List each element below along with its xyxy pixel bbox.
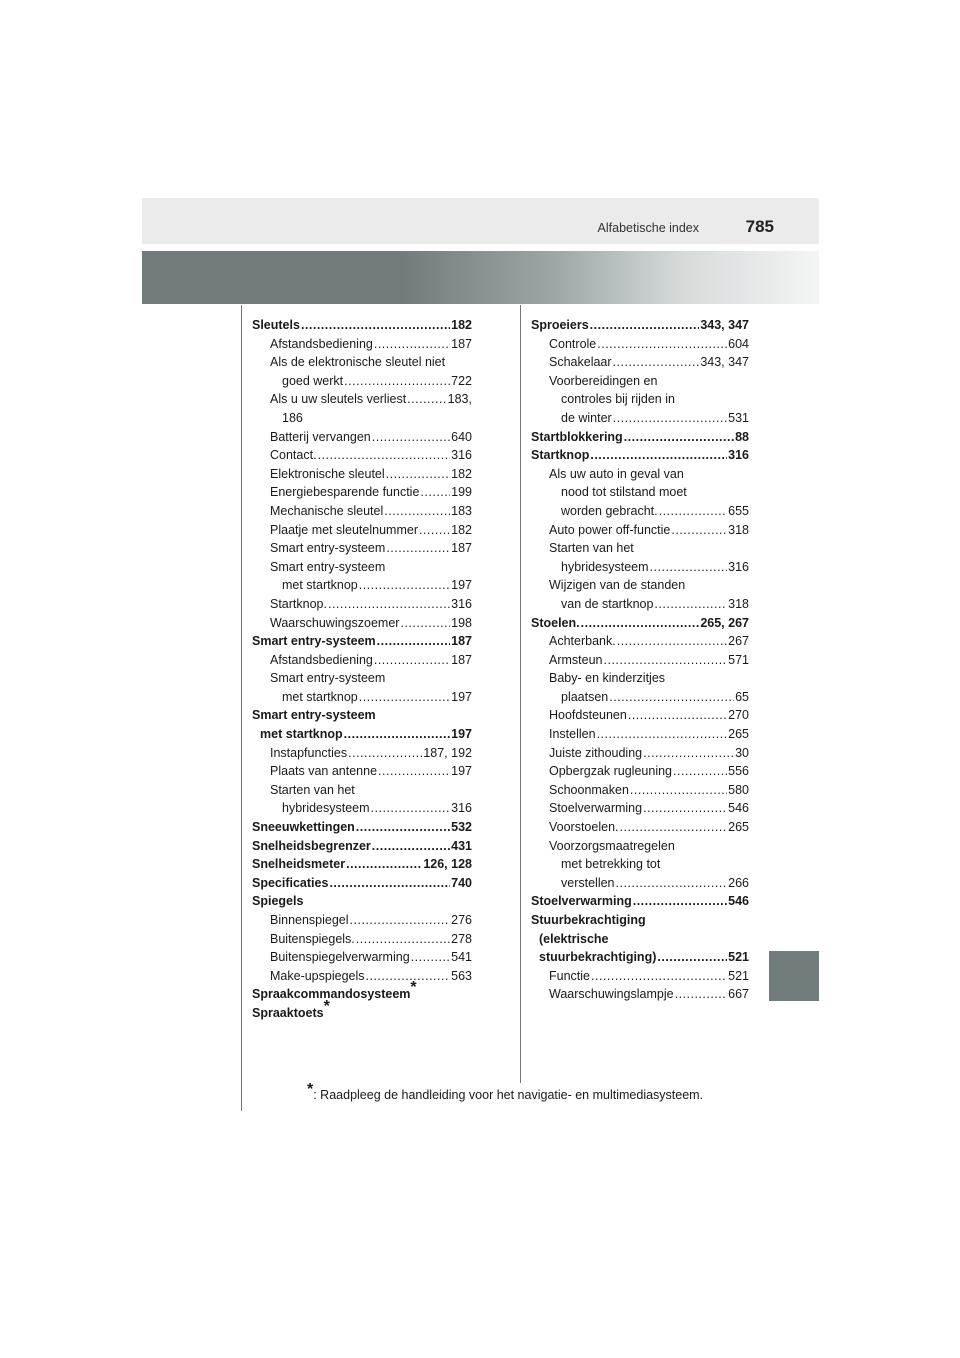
page-reference: 318 <box>728 522 749 537</box>
dot-leader <box>400 614 450 633</box>
dot-leader <box>673 762 727 781</box>
page-reference: 267 <box>728 634 749 649</box>
dot-leader <box>597 335 727 354</box>
dot-leader <box>359 576 450 595</box>
entry-term: Stoelverwarming <box>549 801 643 816</box>
dot-leader <box>356 930 450 949</box>
index-entry <box>252 632 472 651</box>
dot-leader <box>604 651 728 670</box>
section-title: Alfabetische index <box>597 221 699 235</box>
index-entry <box>531 967 749 986</box>
dot-leader <box>590 316 700 335</box>
entry-term: Batterij vervangen <box>270 429 371 444</box>
index-entry <box>252 799 472 818</box>
entry-term: Afstandsbediening <box>270 336 373 351</box>
index-entry <box>252 669 472 688</box>
index-entry <box>531 632 749 651</box>
index-entry <box>531 911 749 930</box>
entry-term: Plaatje met sleutelnummer <box>270 522 418 537</box>
dot-leader <box>609 688 734 707</box>
dot-leader <box>650 558 728 577</box>
page-reference: 182 <box>451 522 472 537</box>
entry-term: met startknop <box>282 578 358 593</box>
index-entry <box>531 688 749 707</box>
dot-leader <box>372 837 450 856</box>
index-entry <box>531 390 749 409</box>
entry-term: Smart entry-systeem <box>270 541 386 556</box>
dot-leader <box>301 316 450 335</box>
dot-leader <box>371 799 451 818</box>
index-entry <box>531 335 749 354</box>
entry-term: Hoofdsteunen <box>549 708 627 723</box>
page-reference: 182 <box>451 466 472 481</box>
page-reference: 187 <box>451 652 472 667</box>
entry-term: Schoonmaken <box>549 782 629 797</box>
page-reference: 316 <box>451 596 472 611</box>
index-entry <box>531 799 749 818</box>
index-entry <box>252 762 472 781</box>
entry-term: goed werkt <box>282 373 344 388</box>
entry-term: van de startknop <box>561 596 654 611</box>
dot-leader <box>590 446 727 465</box>
page-reference: 126, 128 <box>423 857 472 872</box>
dot-leader <box>344 372 450 391</box>
page-reference: 563 <box>451 968 472 983</box>
entry-term: Opbergzak rugleuning <box>549 764 672 779</box>
page-reference: 521 <box>728 950 749 965</box>
index-entry <box>531 818 749 837</box>
entry-term: Schakelaar <box>549 355 612 370</box>
dot-leader <box>372 428 450 447</box>
entry-term: Als de elektronische sleutel niet <box>270 355 446 370</box>
dot-leader <box>675 985 728 1004</box>
footnote-star: * <box>307 1081 314 1098</box>
entry-term: Startblokkering <box>531 429 623 444</box>
entry-term: Instellen <box>549 727 596 742</box>
index-entry <box>252 372 472 391</box>
dot-leader <box>620 818 728 837</box>
index-entry <box>252 706 472 725</box>
dot-leader <box>617 632 727 651</box>
dot-leader <box>657 948 727 967</box>
page-reference: 640 <box>451 429 472 444</box>
entry-term: hybridesysteem <box>561 559 649 574</box>
entry-term: Sneeuwkettingen <box>252 820 355 835</box>
page-reference: 198 <box>451 615 472 630</box>
dot-leader <box>318 446 451 465</box>
index-entry <box>531 539 749 558</box>
index-entry <box>252 651 472 670</box>
footnote-text: : Raadpleeg de handleiding voor het navigatie- en multimediasysteem. <box>313 1088 704 1102</box>
dot-leader <box>386 465 450 484</box>
entry-term: verstellen <box>561 875 615 890</box>
header-gradient-band <box>142 251 819 304</box>
entry-term: Achterbank. <box>549 634 616 649</box>
dot-leader <box>356 818 450 837</box>
page-reference: 532 <box>451 820 472 835</box>
entry-term: Energiebesparende functie <box>270 485 420 500</box>
index-entry <box>531 706 749 725</box>
index-entry <box>252 502 472 521</box>
entry-term: Auto power off-functie <box>549 522 671 537</box>
dot-leader <box>643 744 734 763</box>
entry-term: controles bij rijden in <box>561 392 675 407</box>
entry-term: Voorbereidingen en <box>549 373 658 388</box>
page-reference: 580 <box>728 782 749 797</box>
entry-term: Smart entry-systeem <box>252 634 376 649</box>
index-entry <box>252 539 472 558</box>
page-number: 785 <box>745 217 774 236</box>
index-entry <box>531 372 749 391</box>
page-reference: 531 <box>728 410 749 425</box>
page-reference: 183, <box>447 392 472 407</box>
page-reference: 187 <box>451 634 472 649</box>
page-header <box>142 198 819 244</box>
entry-term: Juiste zithouding <box>549 745 643 760</box>
dot-leader <box>624 428 734 447</box>
page-reference: 187 <box>451 336 472 351</box>
page-reference: 88 <box>735 429 749 444</box>
index-entry <box>531 725 749 744</box>
page-reference: 199 <box>451 485 472 500</box>
index-entry <box>252 837 472 856</box>
entry-term: Snelheidsbegrenzer <box>252 838 371 853</box>
dot-leader <box>386 539 450 558</box>
entry-term: Armsteun <box>549 652 603 667</box>
entry-term: Voorzorgsmaatregelen <box>549 838 675 853</box>
page-reference: 187 <box>451 541 472 556</box>
index-entry <box>252 744 472 763</box>
index-entry <box>252 446 472 465</box>
entry-term: Snelheidsmeter <box>252 857 346 872</box>
page-reference: 182 <box>451 318 472 332</box>
entry-term: Elektronische sleutel <box>270 466 385 481</box>
dot-leader <box>643 799 727 818</box>
dot-leader <box>654 595 727 614</box>
page-reference: 722 <box>451 373 472 388</box>
entry-term: Starten van het <box>549 541 634 556</box>
index-entry <box>252 614 472 633</box>
index-entry <box>531 669 749 688</box>
dot-leader <box>597 725 728 744</box>
page-reference: 316 <box>728 559 749 574</box>
index-entry <box>531 446 749 465</box>
dot-leader <box>411 948 450 967</box>
dot-leader <box>633 892 727 911</box>
page-reference: 197 <box>451 727 472 742</box>
page-reference: 318 <box>728 596 749 611</box>
dot-leader <box>344 725 450 744</box>
index-entry <box>252 855 472 874</box>
dot-leader <box>581 614 700 633</box>
entry-term: Startknop <box>531 448 590 463</box>
index-entry <box>252 911 472 930</box>
dot-leader <box>628 706 727 725</box>
dot-leader <box>419 521 450 540</box>
index-entry <box>252 874 472 893</box>
index-entry <box>252 967 472 986</box>
dot-leader <box>384 502 450 521</box>
footnote-marker: * <box>323 997 330 1015</box>
dot-leader <box>378 762 450 781</box>
page-reference: 270 <box>728 708 749 723</box>
entry-term: Als u uw sleutels verliest <box>270 392 407 407</box>
dot-leader <box>359 688 450 707</box>
page-reference: 667 <box>728 987 749 1002</box>
index-entry <box>252 997 472 1023</box>
dot-leader <box>659 502 728 521</box>
index-entry <box>252 892 472 911</box>
page-reference: 187, 192 <box>423 745 472 760</box>
page-reference: 278 <box>451 931 472 946</box>
entry-term: Buitenspiegelverwarming <box>270 950 410 965</box>
dot-leader <box>374 651 450 670</box>
page-reference: 266 <box>728 875 749 890</box>
index-entry <box>531 948 749 967</box>
dot-leader <box>630 781 727 800</box>
page-reference: 265 <box>728 820 749 835</box>
page-reference: 197 <box>451 689 472 704</box>
entry-term: Binnenspiegel <box>270 913 349 927</box>
dot-leader <box>377 632 450 651</box>
page-reference: 604 <box>728 336 749 351</box>
entry-term: (elektrische <box>539 931 609 946</box>
page-reference: 343, 347 <box>700 355 749 370</box>
page-reference: 197 <box>451 578 472 593</box>
entry-term: Mechanische sleutel <box>270 503 384 518</box>
page-reference: 740 <box>451 875 472 890</box>
page-reference: 556 <box>728 764 749 779</box>
index-entry <box>531 892 749 911</box>
entry-term: Starten van het <box>270 782 355 797</box>
index-column-left <box>252 316 472 1023</box>
index-entry <box>252 428 472 447</box>
entry-term: 186 <box>282 410 303 425</box>
index-entry <box>531 855 749 874</box>
column-divider <box>520 305 521 1083</box>
dot-leader <box>329 874 450 893</box>
index-entry <box>531 930 749 949</box>
entry-term: Controle <box>549 336 597 351</box>
index-entry <box>531 353 749 372</box>
dot-leader <box>616 874 728 893</box>
page-reference: 197 <box>451 764 472 779</box>
index-entry <box>252 725 472 744</box>
index-entry <box>531 985 749 1004</box>
page-reference: 276 <box>451 913 472 927</box>
entry-term: Make-upspiegels <box>270 968 365 983</box>
index-entry <box>252 390 472 409</box>
entry-term: stuurbekrachtiging) <box>539 950 657 965</box>
entry-term: de winter <box>561 410 612 425</box>
entry-term: Als uw auto in geval van <box>549 466 684 481</box>
index-entry <box>531 316 749 335</box>
entry-term: Afstandsbediening <box>270 652 373 667</box>
dot-leader <box>328 595 450 614</box>
index-entry <box>252 595 472 614</box>
chapter-tab <box>769 951 819 1001</box>
index-entry <box>531 651 749 670</box>
index-entry <box>531 762 749 781</box>
page-reference: 183 <box>451 503 472 518</box>
entry-term: Smart entry-systeem <box>252 708 376 723</box>
index-entry <box>252 930 472 949</box>
entry-term: Baby- en kinderzitjes <box>549 671 666 686</box>
index-entry <box>531 409 749 428</box>
index-entry <box>531 521 749 540</box>
entry-term: Plaats van antenne <box>270 764 378 779</box>
entry-term: worden gebracht. <box>561 503 658 518</box>
entry-term: Spraakcommandosysteem <box>252 987 411 1002</box>
page-reference: 546 <box>728 894 749 909</box>
page-reference: 546 <box>728 801 749 816</box>
page-reference: 265 <box>728 727 749 742</box>
footnote <box>307 1081 704 1104</box>
index-entry <box>531 874 749 893</box>
page-reference: 316 <box>451 801 472 816</box>
footnote-marker: * <box>410 979 417 997</box>
page-reference: 431 <box>451 838 472 853</box>
entry-term: Specificaties <box>252 875 329 890</box>
index-entry <box>531 781 749 800</box>
index-entry <box>252 483 472 502</box>
index-entry <box>252 335 472 354</box>
entry-term: Spiegels <box>252 894 304 909</box>
entry-term: nood tot stilstand moet <box>561 485 687 500</box>
entry-term: Functie <box>549 968 590 983</box>
entry-term: Waarschuwingszoemer <box>270 615 400 630</box>
index-entry <box>531 502 749 521</box>
index-entry <box>252 316 472 335</box>
page-reference: 343, 347 <box>700 318 749 332</box>
entry-term: met startknop <box>282 689 358 704</box>
dot-leader <box>420 483 450 502</box>
entry-term: Stoelen. <box>531 615 580 630</box>
page-reference: 521 <box>728 968 749 983</box>
dot-leader <box>671 521 727 540</box>
page-reference: 571 <box>728 652 749 667</box>
entry-term: Stuurbekrachtiging <box>531 913 646 927</box>
entry-term: Smart entry-systeem <box>270 559 386 574</box>
entry-term: Buitenspiegels. <box>270 931 355 946</box>
index-entry <box>252 521 472 540</box>
page-reference: 265, 267 <box>700 615 749 630</box>
entry-term: Waarschuwingslampje <box>549 987 674 1002</box>
entry-term: plaatsen <box>561 689 609 704</box>
entry-term: hybridesysteem <box>282 801 370 816</box>
entry-term: Instapfuncties <box>270 745 348 760</box>
index-entry <box>531 428 749 447</box>
index-entry <box>252 948 472 967</box>
dot-leader <box>348 744 422 763</box>
entry-term: met betrekking tot <box>561 857 661 872</box>
dot-leader <box>407 390 446 409</box>
entry-term: Startknop. <box>270 596 327 611</box>
index-entry <box>531 483 749 502</box>
index-entry <box>531 614 749 633</box>
entry-term: Voorstoelen. <box>549 820 619 835</box>
page-reference: 655 <box>728 503 749 518</box>
dot-leader <box>350 911 451 930</box>
index-entry <box>531 465 749 484</box>
index-entry <box>252 409 472 428</box>
dot-leader <box>591 967 727 986</box>
index-entry <box>531 576 749 595</box>
index-entry <box>531 744 749 763</box>
entry-term: Stoelverwarming <box>531 894 632 909</box>
index-entry <box>252 576 472 595</box>
index-entry <box>252 979 472 1004</box>
entry-term: Sproeiers <box>531 318 589 332</box>
page-reference: 65 <box>735 689 749 704</box>
left-margin-line <box>241 305 242 1111</box>
entry-term: Wijzigen van de standen <box>549 578 686 593</box>
index-entry <box>252 353 472 372</box>
page-reference: 30 <box>735 745 749 760</box>
index-entry <box>252 558 472 577</box>
index-entry <box>252 781 472 800</box>
dot-leader <box>374 335 450 354</box>
entry-term: Contact. <box>270 448 317 463</box>
dot-leader <box>613 353 700 372</box>
dot-leader <box>366 967 451 986</box>
index-entry <box>252 465 472 484</box>
page-reference: 316 <box>451 448 472 463</box>
entry-term: Spraaktoets <box>252 1005 324 1020</box>
index-entry <box>531 837 749 856</box>
dot-leader <box>613 409 727 428</box>
index-entry <box>531 558 749 577</box>
entry-term: Sleutels <box>252 318 300 332</box>
entry-term: Smart entry-systeem <box>270 671 386 686</box>
page-reference: 316 <box>728 448 749 463</box>
index-entry <box>531 595 749 614</box>
index-entry <box>252 688 472 707</box>
index-column-right <box>531 316 749 1004</box>
index-entry <box>252 818 472 837</box>
page-reference: 541 <box>451 950 472 965</box>
dot-leader <box>346 855 422 874</box>
entry-term: met startknop <box>260 727 343 742</box>
